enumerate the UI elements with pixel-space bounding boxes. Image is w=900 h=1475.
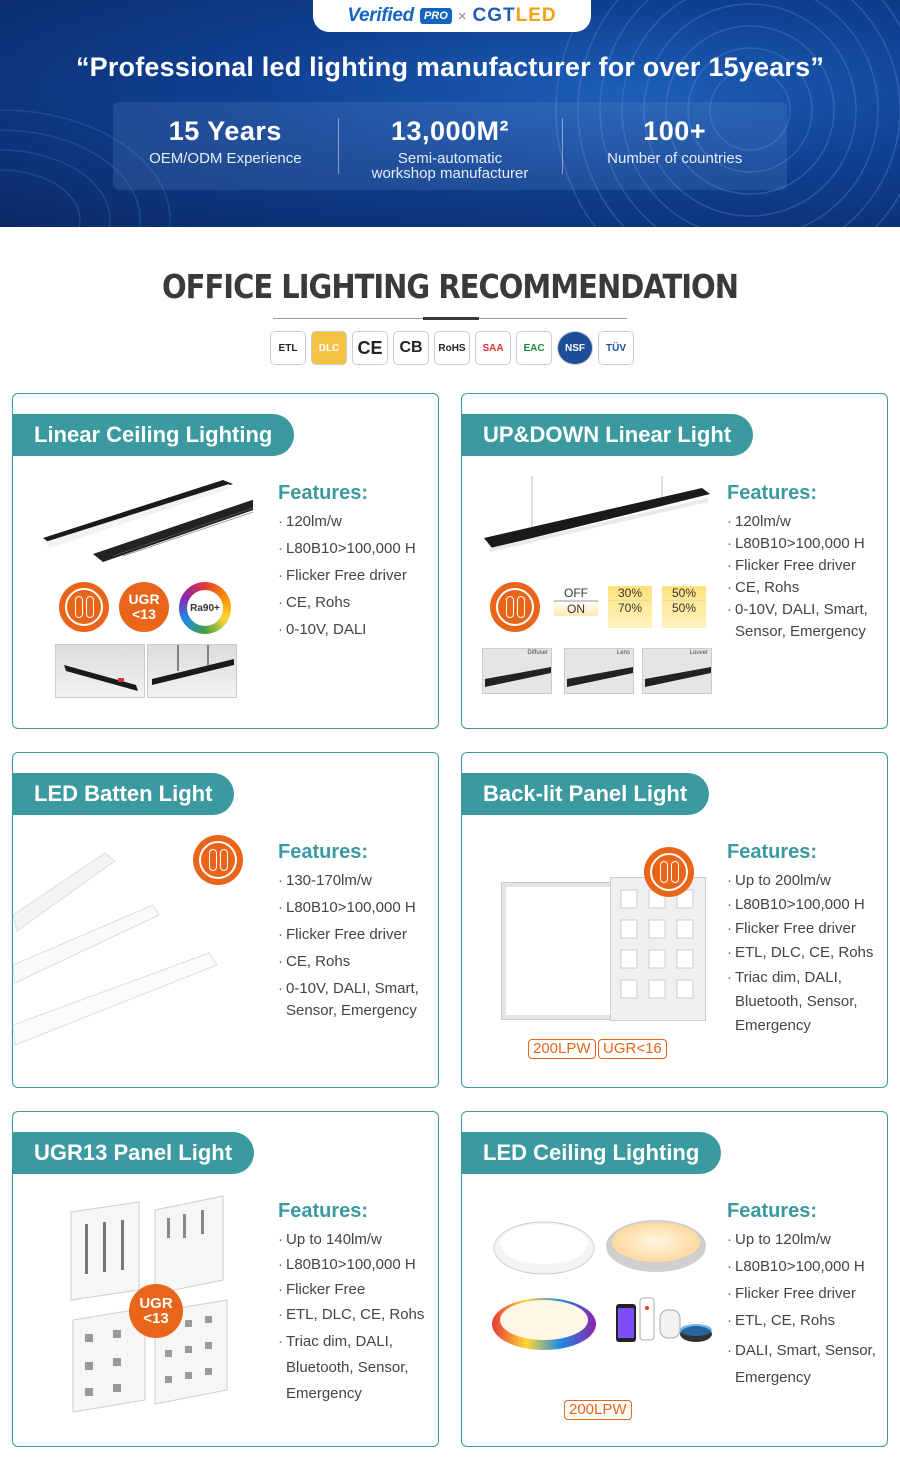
panel-back-image: [610, 877, 706, 1021]
stat-years: [113, 102, 338, 190]
rohs-cert-icon: RoHS: [434, 331, 470, 365]
features-list: [727, 1200, 887, 1396]
section-title: OFFICE LIGHTING RECOMMENDATION: [162, 267, 738, 307]
feature-item: · L80B10>100,000 H: [278, 1254, 439, 1276]
feature-item: · ETL, DLC, CE, Rohs: [278, 1304, 439, 1326]
stat-value: 15 Years: [168, 116, 282, 146]
feature-item: · CE, Rohs: [278, 592, 438, 614]
product-card-led-batten[interactable]: [12, 752, 439, 1088]
ra90-icon: Ra90+: [179, 582, 231, 634]
card-title: Back-lit Panel Light: [461, 773, 709, 815]
feature-item: · L80B10>100,000 H: [727, 533, 887, 555]
feature-item: · Flicker Free driver: [278, 924, 439, 946]
feature-item: · CE, Rohs: [278, 951, 439, 973]
variant-lens-image: Lens: [564, 648, 634, 694]
card-title: LED Batten Light: [12, 773, 234, 815]
stats-bar: [113, 102, 787, 190]
feature-item: · Flicker Free driver: [278, 565, 438, 587]
feature-item: · Flicker Free: [278, 1279, 439, 1301]
dimming-icon: [59, 582, 109, 632]
stat-value: 100+: [643, 116, 707, 146]
ugr-tag: UGR<16: [598, 1039, 667, 1059]
feature-item: · 0-10V, DALI, Smart, Sensor, Emergency: [278, 978, 439, 1022]
features-title: Features:: [278, 1200, 369, 1222]
panel-front-image: [502, 883, 614, 1019]
features-title: Features:: [278, 841, 369, 863]
verified-logo-text: Verified: [347, 5, 414, 26]
features-list: [278, 482, 438, 646]
feature-item: · 0-10V, DALI: [278, 619, 438, 641]
feature-item: · Up to 120lm/w: [727, 1229, 887, 1251]
stat-label: Semi-automatic: [397, 150, 503, 167]
updown-fixture-image: [480, 476, 710, 556]
etl-cert-icon: ETL: [270, 331, 306, 365]
feature-item: · L80B10>100,000 H: [278, 897, 439, 919]
tuv-cert-icon: TÜV: [598, 331, 634, 365]
efficiency-tag: 200LPW: [564, 1400, 632, 1420]
product-card-led-ceiling[interactable]: [461, 1111, 888, 1447]
card-title: UP&DOWN Linear Light: [461, 414, 753, 456]
stat-countries: [562, 102, 787, 190]
dimming-icon: [193, 835, 243, 885]
feature-item: · 120lm/w: [727, 511, 887, 533]
feature-item: · 120lm/w: [278, 511, 438, 533]
card-title: UGR13 Panel Light: [12, 1132, 254, 1174]
dlc-cert-icon: DLC: [311, 331, 347, 365]
dimming-icon: [490, 582, 540, 632]
feature-item: · Flicker Free driver: [727, 555, 887, 577]
hero-title: “Professional led lighting manufacturer for over 15years”: [75, 52, 825, 82]
product-card-linear-ceiling[interactable]: [12, 393, 439, 729]
feature-item: · L80B10>100,000 H: [278, 538, 438, 560]
split-30-70-icon: 30% 70%: [608, 586, 652, 628]
product-card-updown-linear[interactable]: [461, 393, 888, 729]
saa-cert-icon: SAA: [475, 331, 511, 365]
feature-item: · Triac dim, DALI, Bluetooth, Sensor, Emergency: [727, 966, 877, 1038]
feature-item: · Triac dim, DALI, Bluetooth, Sensor, Emergency: [278, 1329, 428, 1407]
ce-cert-icon: CE: [352, 331, 388, 365]
feature-item: · Up to 140lm/w: [278, 1229, 439, 1251]
stat-label: Number of countries: [607, 150, 743, 167]
ugr-badge: UGR <13: [119, 582, 169, 632]
hero-banner: [0, 0, 900, 227]
brand-separator: ×: [457, 7, 467, 25]
feature-item: · ETL, CE, Rohs: [727, 1310, 887, 1332]
feature-item: · CE, Rohs: [727, 577, 887, 599]
ceiling-lights-image: [490, 1212, 720, 1362]
cb-cert-icon: CB: [393, 331, 429, 365]
feature-item: · Flicker Free driver: [727, 1283, 887, 1305]
variant-louver-image: Louver: [642, 648, 712, 694]
feature-item: · L80B10>100,000 H: [727, 894, 887, 916]
features-list: [278, 841, 439, 1027]
variant-diffuser-image: Diffuser: [482, 648, 552, 694]
cgtled-logo-text: CGTLED: [472, 5, 557, 26]
pro-badge: PRO: [420, 8, 452, 24]
efficiency-tag: 200LPW: [528, 1039, 596, 1059]
installation-photo: [55, 644, 145, 698]
feature-item: · Flicker Free driver: [727, 918, 887, 940]
stat-label-line2: workshop manufacturer: [371, 165, 529, 182]
feature-item: · ETL, DLC, CE, Rohs: [727, 942, 887, 964]
feature-item: · 130-170lm/w: [278, 870, 439, 892]
features-list: [278, 1200, 439, 1410]
product-card-ugr13-panel[interactable]: [12, 1111, 439, 1447]
card-title: LED Ceiling Lighting: [461, 1132, 721, 1174]
dimming-icon: [644, 847, 694, 897]
nsf-cert-icon: NSF: [557, 331, 593, 365]
stat-label: OEM/ODM Experience: [149, 150, 302, 167]
stat-value: 13,000M²: [390, 116, 510, 146]
features-title: Features:: [278, 482, 369, 504]
section-divider: [273, 318, 627, 319]
feature-item: · L80B10>100,000 H: [727, 1256, 887, 1278]
card-title: Linear Ceiling Lighting: [12, 414, 294, 456]
stat-workshop: [338, 102, 563, 190]
feature-item: · 0-10V, DALI, Smart, Sensor, Emergency: [727, 599, 885, 643]
eac-cert-icon: EAC: [516, 331, 552, 365]
features-title: Features:: [727, 482, 818, 504]
product-card-backlit-panel[interactable]: [461, 752, 888, 1088]
features-list: [727, 482, 887, 643]
features-list: [727, 841, 887, 1040]
feature-item: · DALI, Smart, Sensor, Emergency: [727, 1337, 879, 1391]
on-off-switch-icon: OFF ON: [554, 586, 598, 628]
features-title: Features:: [727, 841, 818, 863]
certification-row: [270, 331, 634, 365]
brand-logo[interactable]: [313, 0, 591, 32]
feature-item: · Up to 200lm/w: [727, 870, 887, 892]
installation-photo: [147, 644, 237, 698]
ugr-badge: UGR <13: [129, 1284, 183, 1338]
linear-fixture-image: [33, 476, 253, 566]
split-50-50-icon: 50% 50%: [662, 586, 706, 628]
features-title: Features:: [727, 1200, 818, 1222]
